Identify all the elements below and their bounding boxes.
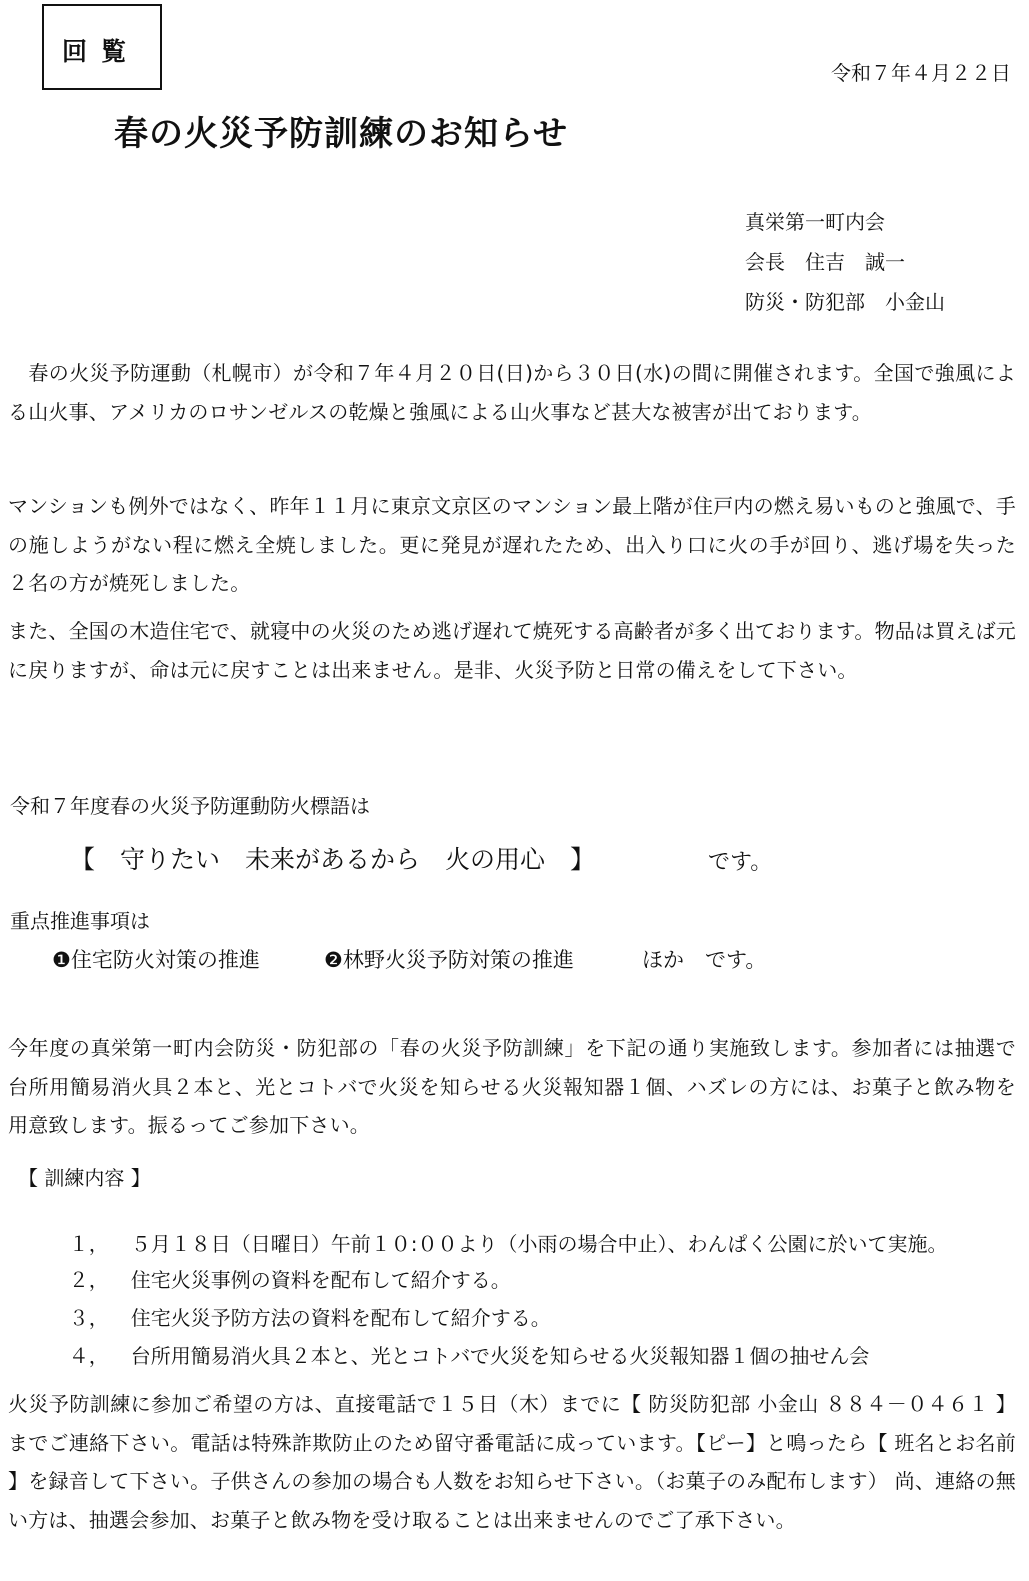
closing-paragraph: 火災予防訓練に参加ご希望の方は、直接電話で１５日（木）までに【 防災防犯部 小金山 ８８４－０４６１ 】までご連絡下さい。電話は特殊詐欺防止のため留守番電話に成っています。【ピー】と鳴ったら【 班名とお名前 】を録音して下さい。子供さんの参加の場合も人数をお知らせ下さい。（お菓子のみ配布します） 尚、連絡の無い方は、抽選会参加、お菓子と飲み物を受け取ることは出来ませんのでご了承下さい。 [8, 1392, 1016, 1532]
training-content-heading: 【 訓練内容 】 [18, 1166, 151, 1190]
list-text: 台所用簡易消火具２本と、光とコトバで火災を知らせる火災報知器１個の抽せん会 [130, 1344, 870, 1368]
sender-chair: 会長 住吉 誠一 [745, 250, 905, 274]
sender-org: 真栄第一町内会 [745, 210, 885, 234]
sender-block [745, 202, 945, 322]
circulation-stamp [42, 4, 162, 90]
slogan-intro: 令和７年度春の火災予防運動防火標語は [10, 794, 370, 818]
slogan-suffix: です。 [708, 850, 773, 875]
list-text: ５月１８日（日曜日）午前１０:００より（小雨の場合中止）、わんぱく公園に於いて実施。 [130, 1232, 948, 1256]
issue-date: 令和７年４月２２日 [831, 61, 1011, 85]
incident-paragraph: マンションも例外ではなく、昨年１１月に東京文京区のマンション最上階が住戸内の燃え易いものと強風で、手の施しようがない程に燃え全焼しました。更に発見が遅れたため、出入り口に火の手が回り、逃げ場を失った２名の方が焼死しました。 [8, 494, 1016, 596]
focus-heading: 重点推進事項は [10, 909, 150, 933]
list-number: ４， [68, 1344, 109, 1368]
sender-dept: 防災・防犯部 小金山 [745, 290, 945, 314]
list-text: 住宅火災予防方法の資料を配布して紹介する。 [130, 1306, 551, 1330]
training-intro-paragraph: 今年度の真栄第一町内会防災・防犯部の「春の火災予防訓練」を下記の通り実施致します。参加者には抽選で台所用簡易消火具２本と、光とコトバで火災を知らせる火災報知器１個、ハズレの方には、お菓子と飲み物を用意致します。振るってご参加下さい。 [8, 1036, 1016, 1138]
intro-paragraph: 春の火災予防運動（札幌市）が令和７年４月２０日(日)から３０日(水)の間に開催されます。全国で強風による山火事、アメリカのロサンゼルスの乾燥と強風による山火事など甚大な被害が出ております。 [8, 361, 1016, 424]
stamp-label: 回覧 [62, 37, 141, 66]
list-number: ３， [68, 1306, 109, 1330]
page-title: 春の火災予防訓練のお知らせ [114, 114, 568, 154]
list-number: １， [68, 1232, 109, 1256]
focus-item-other: ほか です。 [642, 948, 767, 972]
focus-item-1: ❶住宅防火対策の推進 [52, 948, 260, 972]
training-item-4 [56, 1316, 869, 1369]
advice-paragraph: また、全国の木造住宅で、就寝中の火災のため逃げ遅れて焼死する高齢者が多く出ております。物品は買えば元に戻りますが、命は元に戻すことは出来ません。是非、火災予防と日常の備えをして下さい。 [8, 619, 1016, 682]
list-number: ２， [68, 1268, 109, 1292]
list-text: 住宅火災事例の資料を配布して紹介する。 [130, 1268, 511, 1292]
fire-slogan: 【 守りたい 未来があるから 火の用心 】 [70, 845, 596, 874]
focus-item-2: ❷林野火災予防対策の推進 [324, 948, 574, 972]
